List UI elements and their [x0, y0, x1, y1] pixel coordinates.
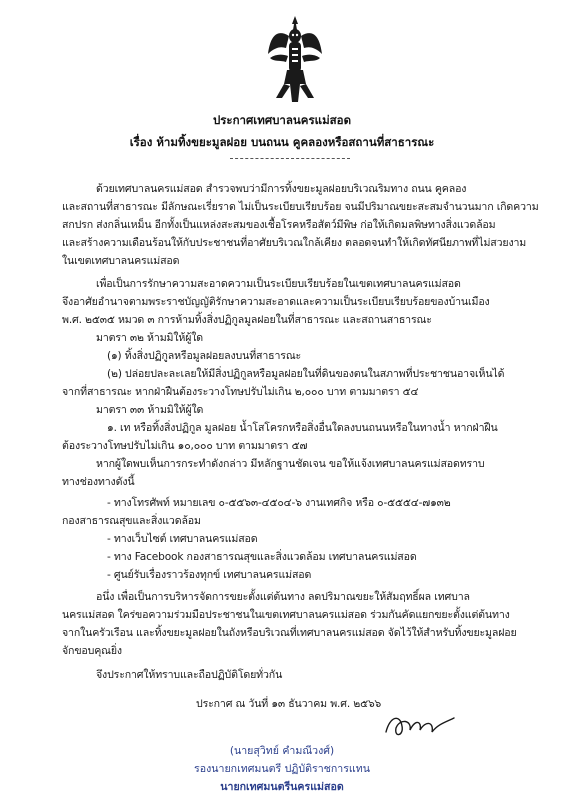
body-line: หากผู้ใดพบเห็นการกระทำดังกล่าว มีหลักฐานชัดเจน ขอให้แจ้งเทศบาลนครแม่สอดทราบ — [96, 458, 485, 470]
body-line: ทางช่องทางดังนี้ — [62, 476, 135, 488]
signatory-name: (นายสุวิทย์ คำมณีวงศ์) — [229, 745, 335, 757]
body-line: นครแม่สอด ใคร่ขอความร่วมมือประชาชนในเขตเทศบาลนครแม่สอด ร่วมกันคัดแยกขยะตั้งแต่ต้นทาง — [62, 609, 510, 621]
body-line: กองสาธารณสุขและสิ่งแวดล้อม — [62, 515, 201, 527]
body-line: จึงอาศัยอำนาจตามพระราชบัญญัติรักษาความสะอาดและความเป็นระเบียบเรียบร้อยของบ้านเมือง — [62, 296, 490, 308]
signatory-title: นายกเทศมนตรีนครแม่สอด — [220, 781, 344, 793]
body-line: และสร้างความเดือนร้อนให้กับประชาชนที่อาศัยบริเวณใกล้เคียง ตลอดจนทำให้เกิดทัศนียภาพที่ไม่สวยงาม — [62, 237, 527, 249]
contact-website: - ทางเว็บไซต์ เทศบาลนครแม่สอด — [107, 533, 258, 545]
body-line: ต้องระวางโทษปรับไม่เกิน ๑๐,๐๐๐ บาท ตามมาตรา ๕๗ — [62, 440, 308, 452]
section-32-item-1: (๑) ทิ้งสิ่งปฏิกูลหรือมูลฝอยลงบนที่สาธารณะ — [107, 350, 302, 362]
body-line: จักขอบคุณยิ่ง — [62, 645, 122, 657]
body-line: พ.ศ. ๒๕๓๕ หมวด ๓ การห้ามทิ้งสิ่งปฏิกูลมูลฝอยในที่สาธารณะ และสถานสาธารณะ — [62, 314, 432, 326]
section-32-heading: มาตรา ๓๒ ห้ามมิให้ผู้ใด — [96, 332, 204, 344]
body-line: สกปรก ส่งกลิ่นเหม็น อีกทั้งเป็นแหล่งสะสมของเชื้อโรคหรือสัตว์มีพิษ ก่อให้เกิดมลพิษทางสิ่งแวดล้อม — [62, 219, 496, 231]
section-32-item-2: (๒) ปล่อยปละละเลยให้มีสิ่งปฏิกูลหรือมูลฝอยในที่ดินของตนในสภาพที่ประชาชนอาจเห็นได้ — [107, 368, 505, 380]
body-line: อนึ่ง เพื่อเป็นการบริหารจัดการขยะตั้งแต่ต้นทาง ลดปริมาณขยะให้สัมฤทธิ์ผล เทศบาล — [96, 591, 470, 603]
body-line: จากในครัวเรือน และทิ้งขยะมูลฝอยในถังหรือบริเวณที่เทศบาลนครแม่สอด จัดไว้ให้สำหรับทิ้งขยะมูลฝอย — [62, 627, 517, 639]
body-line: เพื่อเป็นการรักษาความสะอาดความเป็นระเบียบเรียบร้อยในเขตเทศบาลนครแม่สอด — [96, 278, 461, 290]
handwritten-signature — [380, 708, 460, 744]
contact-facebook: - ทาง Facebook กองสาธารณสุขและสิ่งแวดล้อม เทศบาลนครแม่สอด — [107, 551, 417, 563]
signatory-position: รองนายกเทศมนตรี ปฏิบัติราชการแทน — [194, 763, 370, 775]
announcement-date: ประกาศ ณ วันที่ ๑๓ ธันวาคม พ.ศ. ๒๕๖๖ — [196, 698, 382, 710]
body-line: และสถานที่สาธารณะ มีลักษณะเรี่ยราด ไม่เป็นระเบียบเรียบร้อย จนมีปริมาณขยะสะสมจำนวนมาก เกิดความ — [62, 201, 539, 213]
title-divider — [230, 158, 350, 159]
contact-phone: - ทางโทรศัพท์ หมายเลข ๐-๕๕๖๓-๔๕๐๔-๖ งานเทศกิจ หรือ ๐-๕๕๕๔-๗๑๓๒ — [107, 497, 451, 509]
section-33-item-1: ๑. เท หรือทิ้งสิ่งปฏิกูล มูลฝอย น้ำโสโครกหรือสิ่งอื่นใดลงบนถนนหรือในทางน้ำ หากฝ่าฝืน — [107, 422, 498, 434]
section-33-heading: มาตรา ๓๓ ห้ามมิให้ผู้ใด — [96, 404, 204, 416]
garuda-emblem — [266, 14, 324, 106]
body-line: ในเขตเทศบาลนครแม่สอด — [62, 255, 180, 267]
body-line: จากที่สาธารณะ หากฝ่าฝืนต้องระวางโทษปรับไม่เกิน ๒,๐๐๐ บาท ตามมาตรา ๕๔ — [62, 386, 419, 398]
body-line: ด้วยเทศบาลนครแม่สอด สำรวจพบว่ามีการทิ้งขยะมูลฝอยบริเวณริมทาง ถนน คูคลอง — [96, 183, 467, 195]
contact-complaint-center: - ศูนย์รับเรื่องราวร้องทุกข์ เทศบาลนครแม่สอด — [107, 569, 312, 581]
announcement-title: ประกาศเทศบาลนครแม่สอด — [212, 113, 352, 127]
announcement-subject: เรื่อง ห้ามทิ้งขยะมูลฝอย บนถนน คูคลองหรือสถานที่สาธารณะ — [129, 135, 435, 149]
closing-line: จึงประกาศให้ทราบและถือปฏิบัติโดยทั่วกัน — [96, 669, 283, 681]
